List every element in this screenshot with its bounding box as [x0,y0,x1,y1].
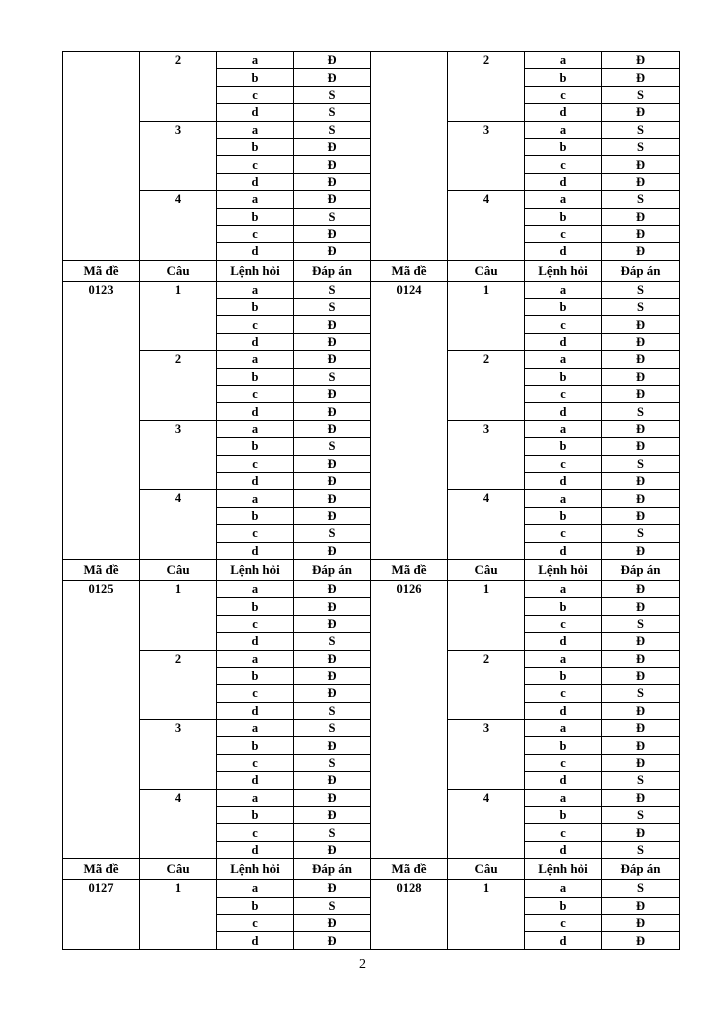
table-row [63,880,680,897]
item-letter: b [525,667,602,684]
item-answer: Đ [602,225,680,242]
item-letter: b [217,598,294,615]
item-answer: Đ [602,104,680,121]
header-answer: Đáp án [602,260,680,281]
question-number: 3 [448,420,525,490]
item-answer: Đ [602,472,680,489]
item-answer: Đ [602,351,680,368]
item-answer: Đ [294,386,371,403]
item-answer: Đ [602,667,680,684]
item-answer: S [294,633,371,650]
item-letter: a [217,281,294,298]
header-question: Câu [140,559,217,580]
item-answer: Đ [602,438,680,455]
item-letter: c [525,615,602,632]
item-answer: Đ [602,737,680,754]
item-letter: c [525,754,602,771]
item-answer: Đ [294,507,371,524]
item-letter: a [525,580,602,597]
item-answer: Đ [294,333,371,350]
item-answer: Đ [294,191,371,208]
item-letter: c [525,156,602,173]
item-letter: d [217,772,294,789]
item-answer: Đ [602,490,680,507]
item-letter: c [525,685,602,702]
header-code: Mã đề [63,559,140,580]
item-answer: Đ [602,208,680,225]
item-answer: Đ [602,316,680,333]
item-letter: a [217,580,294,597]
item-letter: c [217,225,294,242]
question-number: 1 [140,580,217,650]
item-answer: S [602,841,680,858]
item-letter: d [217,841,294,858]
item-letter: b [217,69,294,86]
item-letter: b [525,368,602,385]
item-answer: Đ [294,542,371,559]
item-answer: Đ [294,316,371,333]
item-answer: Đ [602,420,680,437]
item-letter: a [217,420,294,437]
item-answer: Đ [294,490,371,507]
exam-code: 0125 [63,580,140,858]
item-letter: d [525,772,602,789]
item-answer: Đ [602,173,680,190]
question-number: 4 [140,789,217,859]
item-letter: b [525,807,602,824]
item-letter: d [217,333,294,350]
question-number: 1 [140,880,217,950]
question-number: 3 [448,720,525,790]
item-letter: d [217,403,294,420]
header-answer: Đáp án [602,559,680,580]
item-answer: Đ [294,772,371,789]
item-letter: d [217,932,294,949]
item-letter: c [525,386,602,403]
item-letter: c [217,455,294,472]
item-letter: b [217,138,294,155]
exam-code: 0128 [371,880,448,950]
item-answer: Đ [294,173,371,190]
item-letter: b [525,598,602,615]
item-letter: d [217,104,294,121]
item-letter: a [217,351,294,368]
item-answer: Đ [294,737,371,754]
item-letter: a [525,880,602,897]
question-number: 2 [448,650,525,720]
item-letter: b [217,507,294,524]
item-answer: Đ [294,598,371,615]
item-letter: a [525,121,602,138]
item-letter: b [217,807,294,824]
item-answer: Đ [602,650,680,667]
item-answer: Đ [602,824,680,841]
item-answer: Đ [294,225,371,242]
item-letter: d [525,932,602,949]
item-answer: Đ [602,932,680,949]
item-answer: Đ [602,507,680,524]
item-answer: S [294,702,371,719]
header-item: Lệnh hỏi [217,260,294,281]
item-answer: S [602,191,680,208]
question-number: 4 [448,789,525,859]
item-letter: a [525,420,602,437]
item-letter: b [217,208,294,225]
question-number: 2 [140,52,217,122]
header-question: Câu [448,260,525,281]
header-answer: Đáp án [294,559,371,580]
table-row [63,281,680,298]
item-letter: c [217,824,294,841]
item-answer: Đ [602,386,680,403]
header-code: Mã đề [63,260,140,281]
item-letter: c [217,914,294,931]
item-letter: c [217,525,294,542]
item-letter: b [525,438,602,455]
table-row [63,52,680,69]
header-item: Lệnh hỏi [217,559,294,580]
question-number: 4 [448,490,525,560]
item-letter: b [525,208,602,225]
question-number: 2 [448,52,525,122]
item-letter: d [525,841,602,858]
item-letter: c [217,316,294,333]
item-answer: S [602,685,680,702]
item-letter: d [217,633,294,650]
item-answer: S [294,438,371,455]
header-item: Lệnh hỏi [217,859,294,880]
item-letter: d [525,104,602,121]
item-answer: S [294,368,371,385]
item-answer: S [294,720,371,737]
item-letter: c [525,525,602,542]
item-letter: a [217,650,294,667]
exam-code: 0126 [371,580,448,858]
item-letter: a [525,789,602,806]
item-answer: Đ [294,52,371,69]
exam-code [371,52,448,261]
item-answer: Đ [602,243,680,260]
item-letter: b [217,299,294,316]
item-letter: b [217,368,294,385]
item-answer: S [294,525,371,542]
item-answer: Đ [602,542,680,559]
item-letter: c [525,86,602,103]
question-number: 3 [140,720,217,790]
item-letter: b [525,69,602,86]
item-letter: c [217,156,294,173]
item-answer: S [602,281,680,298]
item-answer: Đ [294,138,371,155]
item-letter: c [217,615,294,632]
question-number: 1 [448,880,525,950]
item-answer: Đ [294,880,371,897]
item-letter: b [525,897,602,914]
item-answer: Đ [294,69,371,86]
exam-code: 0123 [63,281,140,559]
header-row [63,260,680,281]
item-answer: Đ [602,69,680,86]
header-row [63,559,680,580]
header-code: Mã đề [371,559,448,580]
question-number: 2 [140,351,217,421]
item-letter: b [525,737,602,754]
item-letter: a [217,121,294,138]
item-answer: Đ [602,914,680,931]
item-answer: S [602,121,680,138]
item-letter: b [217,667,294,684]
item-letter: d [217,472,294,489]
item-answer: Đ [294,472,371,489]
item-letter: d [525,542,602,559]
answer-key-table [62,51,680,950]
item-answer: Đ [294,650,371,667]
item-letter: a [525,281,602,298]
item-letter: d [217,542,294,559]
item-answer: S [602,455,680,472]
question-number: 2 [140,650,217,720]
item-answer: S [294,754,371,771]
item-letter: a [525,351,602,368]
item-answer: Đ [294,615,371,632]
header-question: Câu [140,859,217,880]
item-letter: a [525,720,602,737]
header-question: Câu [448,559,525,580]
question-number: 4 [448,191,525,261]
item-letter: c [217,86,294,103]
item-answer: Đ [602,368,680,385]
item-letter: a [217,880,294,897]
item-letter: a [525,650,602,667]
item-letter: c [217,754,294,771]
item-answer: Đ [294,243,371,260]
item-letter: d [525,173,602,190]
item-answer: S [602,403,680,420]
item-answer: S [602,86,680,103]
item-letter: a [525,52,602,69]
item-letter: d [525,403,602,420]
header-answer: Đáp án [294,859,371,880]
item-letter: b [217,737,294,754]
item-answer: Đ [294,667,371,684]
header-code: Mã đề [371,859,448,880]
item-answer: Đ [294,841,371,858]
item-letter: c [525,316,602,333]
item-answer: Đ [602,754,680,771]
item-letter: c [525,824,602,841]
header-code: Mã đề [63,859,140,880]
item-letter: b [217,897,294,914]
item-letter: d [525,702,602,719]
item-letter: d [217,702,294,719]
item-answer: S [294,104,371,121]
item-answer: S [602,138,680,155]
item-answer: S [294,897,371,914]
item-letter: d [525,243,602,260]
item-letter: d [525,472,602,489]
question-number: 3 [448,121,525,191]
question-number: 2 [448,351,525,421]
page-number: 2 [359,957,366,972]
item-letter: d [525,333,602,350]
item-answer: Đ [294,580,371,597]
item-letter: b [525,299,602,316]
item-answer: Đ [602,156,680,173]
exam-code: 0127 [63,880,140,950]
item-answer: Đ [602,52,680,69]
answer-key-body [63,52,680,950]
item-answer: Đ [294,403,371,420]
item-letter: b [525,507,602,524]
header-item: Lệnh hỏi [525,559,602,580]
question-number: 3 [140,420,217,490]
item-answer: S [294,208,371,225]
item-answer: Đ [602,580,680,597]
item-letter: c [525,225,602,242]
item-answer: S [294,121,371,138]
item-answer: Đ [602,633,680,650]
header-code: Mã đề [371,260,448,281]
item-letter: c [217,685,294,702]
item-letter: c [525,914,602,931]
item-answer: S [602,880,680,897]
item-letter: a [217,789,294,806]
item-answer: S [602,299,680,316]
exam-code [63,52,140,261]
item-answer: S [294,86,371,103]
item-answer: S [602,807,680,824]
item-answer: Đ [294,932,371,949]
header-answer: Đáp án [602,859,680,880]
item-letter: a [217,720,294,737]
item-answer: Đ [294,789,371,806]
item-letter: a [525,490,602,507]
item-letter: d [525,633,602,650]
question-number: 4 [140,490,217,560]
item-answer: Đ [602,333,680,350]
item-answer: S [294,299,371,316]
item-answer: Đ [294,914,371,931]
question-number: 1 [448,580,525,650]
item-answer: Đ [602,702,680,719]
item-answer: Đ [294,807,371,824]
header-item: Lệnh hỏi [525,859,602,880]
item-answer: Đ [294,351,371,368]
item-answer: Đ [602,720,680,737]
item-letter: d [217,243,294,260]
item-answer: Đ [294,156,371,173]
item-letter: a [217,52,294,69]
table-row [63,580,680,597]
exam-code: 0124 [371,281,448,559]
item-answer: S [602,615,680,632]
item-answer: S [294,281,371,298]
item-answer: Đ [294,685,371,702]
item-letter: b [525,138,602,155]
item-letter: a [217,191,294,208]
header-answer: Đáp án [294,260,371,281]
item-answer: Đ [602,789,680,806]
item-answer: S [602,525,680,542]
item-letter: c [217,386,294,403]
header-item: Lệnh hỏi [525,260,602,281]
item-answer: S [602,772,680,789]
item-answer: Đ [294,420,371,437]
item-letter: a [217,490,294,507]
item-answer: Đ [602,598,680,615]
header-row [63,859,680,880]
header-question: Câu [448,859,525,880]
item-letter: a [525,191,602,208]
item-letter: c [525,455,602,472]
question-number: 3 [140,121,217,191]
question-number: 1 [140,281,217,351]
item-answer: Đ [602,897,680,914]
question-number: 4 [140,191,217,261]
question-number: 1 [448,281,525,351]
item-letter: d [217,173,294,190]
header-question: Câu [140,260,217,281]
item-letter: b [217,438,294,455]
item-answer: Đ [294,455,371,472]
item-answer: S [294,824,371,841]
